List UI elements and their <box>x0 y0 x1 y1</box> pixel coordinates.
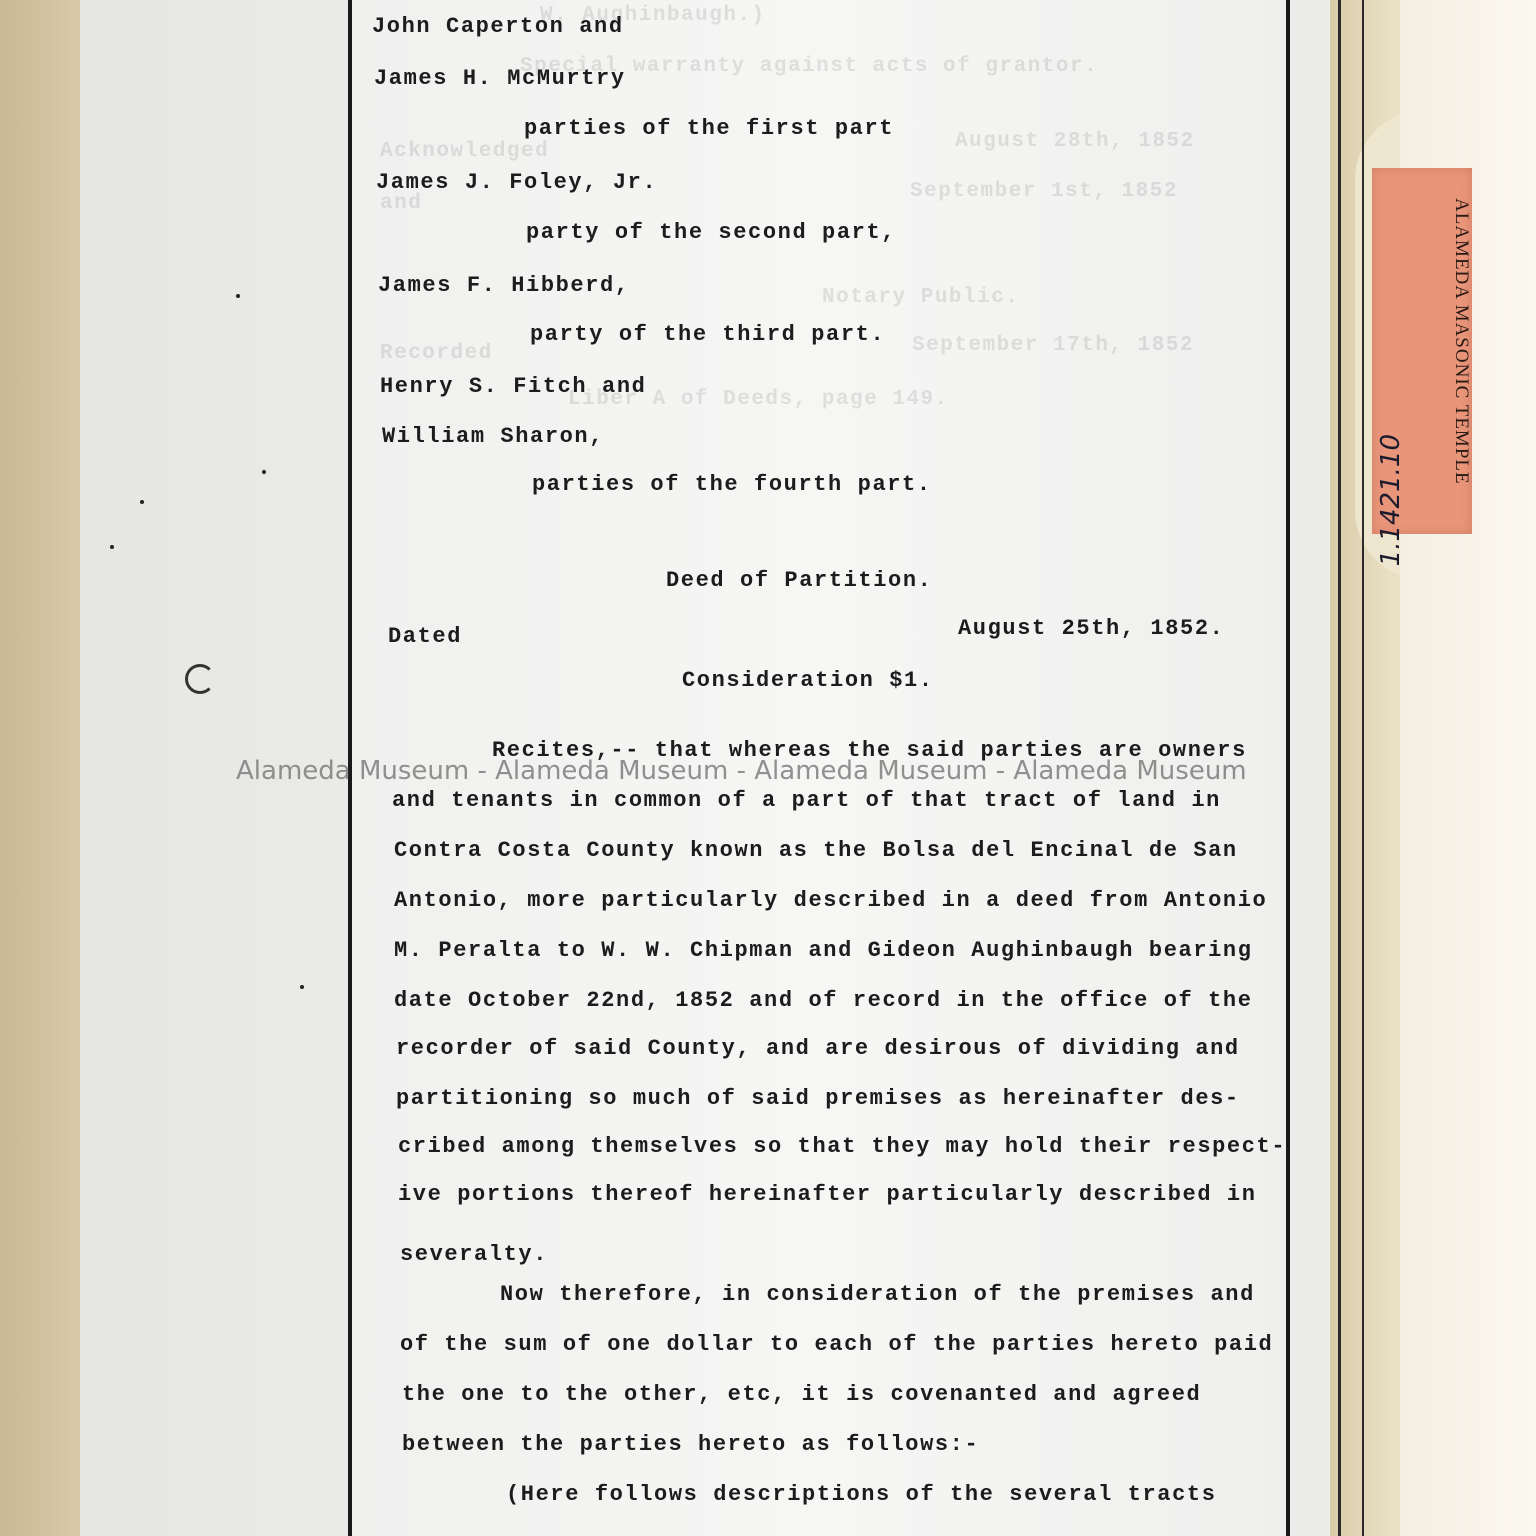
body-line: Antonio, more particularly described in a deed from Antonio <box>394 888 1268 913</box>
speck <box>140 500 144 504</box>
body-line: Recites,-- that whereas the said parties are owners <box>492 738 1247 763</box>
deed-title: Deed of Partition. <box>666 568 933 593</box>
body-line: date October 22nd, 1852 and of record in the office of the <box>394 988 1253 1013</box>
deed-date: August 25th, 1852. <box>958 616 1225 641</box>
speck <box>236 294 240 298</box>
party-line: William Sharon, <box>382 424 605 449</box>
bleed-through-text: Recorded <box>380 342 493 365</box>
speck <box>262 470 266 474</box>
body-line: the one to the other, etc, it is covenanted and agreed <box>402 1382 1202 1407</box>
party-role: parties of the first part <box>524 116 895 141</box>
party-role: party of the second part, <box>526 220 897 245</box>
document-border-right <box>1286 0 1290 1536</box>
bleed-through-text: September 17th, 1852 <box>912 334 1195 357</box>
party-line: James J. Foley, Jr. <box>376 170 658 195</box>
body-line: (Here follows descriptions of the several tracts <box>506 1482 1217 1507</box>
bleed-through-text: Special warranty against acts of grantor. <box>520 55 1099 78</box>
consideration: Consideration $1. <box>682 668 934 693</box>
body-line: Contra Costa County known as the Bolsa del Encinal de San <box>394 838 1238 863</box>
body-line: partitioning so much of said premises as hereinafter des- <box>396 1086 1240 1111</box>
page-edge-line <box>1338 0 1341 1536</box>
bleed-through-text: August 28th, 1852 <box>955 130 1195 153</box>
speck <box>110 545 114 549</box>
body-line: of the sum of one dollar to each of the parties hereto paid <box>400 1332 1274 1357</box>
speck <box>300 985 304 989</box>
bleed-through-text: Liber A of Deeds, page 149. <box>568 388 949 411</box>
bleed-through-text: Notary Public. <box>822 286 1020 309</box>
watermark: Alameda Museum - Alameda Museum - Alameda Museum - Alameda Museum <box>236 756 1247 786</box>
party-line: Henry S. Fitch and <box>380 374 647 399</box>
party-line: James H. McMurtry <box>374 66 626 91</box>
bleed-through-text: Acknowledged <box>380 140 550 163</box>
body-line: Now therefore, in consideration of the premises and <box>500 1282 1255 1307</box>
body-line: and tenants in common of a part of that tract of land in <box>392 788 1221 813</box>
label-title: ALAMEDA MASONIC TEMPLE <box>1451 198 1472 485</box>
bleed-through-text: September 1st, 1852 <box>910 180 1178 203</box>
party-line: John Caperton and <box>372 14 624 39</box>
body-line: between the parties hereto as follows:- <box>402 1432 980 1457</box>
punch-hole <box>185 664 215 694</box>
party-role: party of the third part. <box>530 322 886 347</box>
body-line: M. Peralta to W. W. Chipman and Gideon Aughinbaugh bearing <box>394 938 1253 963</box>
dated-label: Dated <box>388 624 463 649</box>
party-line: James F. Hibberd, <box>378 273 630 298</box>
label-accession-number: 1.1421.10 <box>1376 434 1406 567</box>
body-line: ive portions thereof hereinafter particularly described in <box>398 1182 1257 1207</box>
body-line: recorder of said County, and are desirous of dividing and <box>396 1036 1240 1061</box>
bleed-through-text: and <box>380 192 423 215</box>
bleed-through-text: W. Aughinbaugh.) <box>540 4 766 27</box>
page-edge-line <box>1362 0 1364 1536</box>
body-line: severalty. <box>400 1242 549 1267</box>
party-role: parties of the fourth part. <box>532 472 932 497</box>
body-line: cribed among themselves so that they may hold their respect- <box>398 1134 1287 1159</box>
